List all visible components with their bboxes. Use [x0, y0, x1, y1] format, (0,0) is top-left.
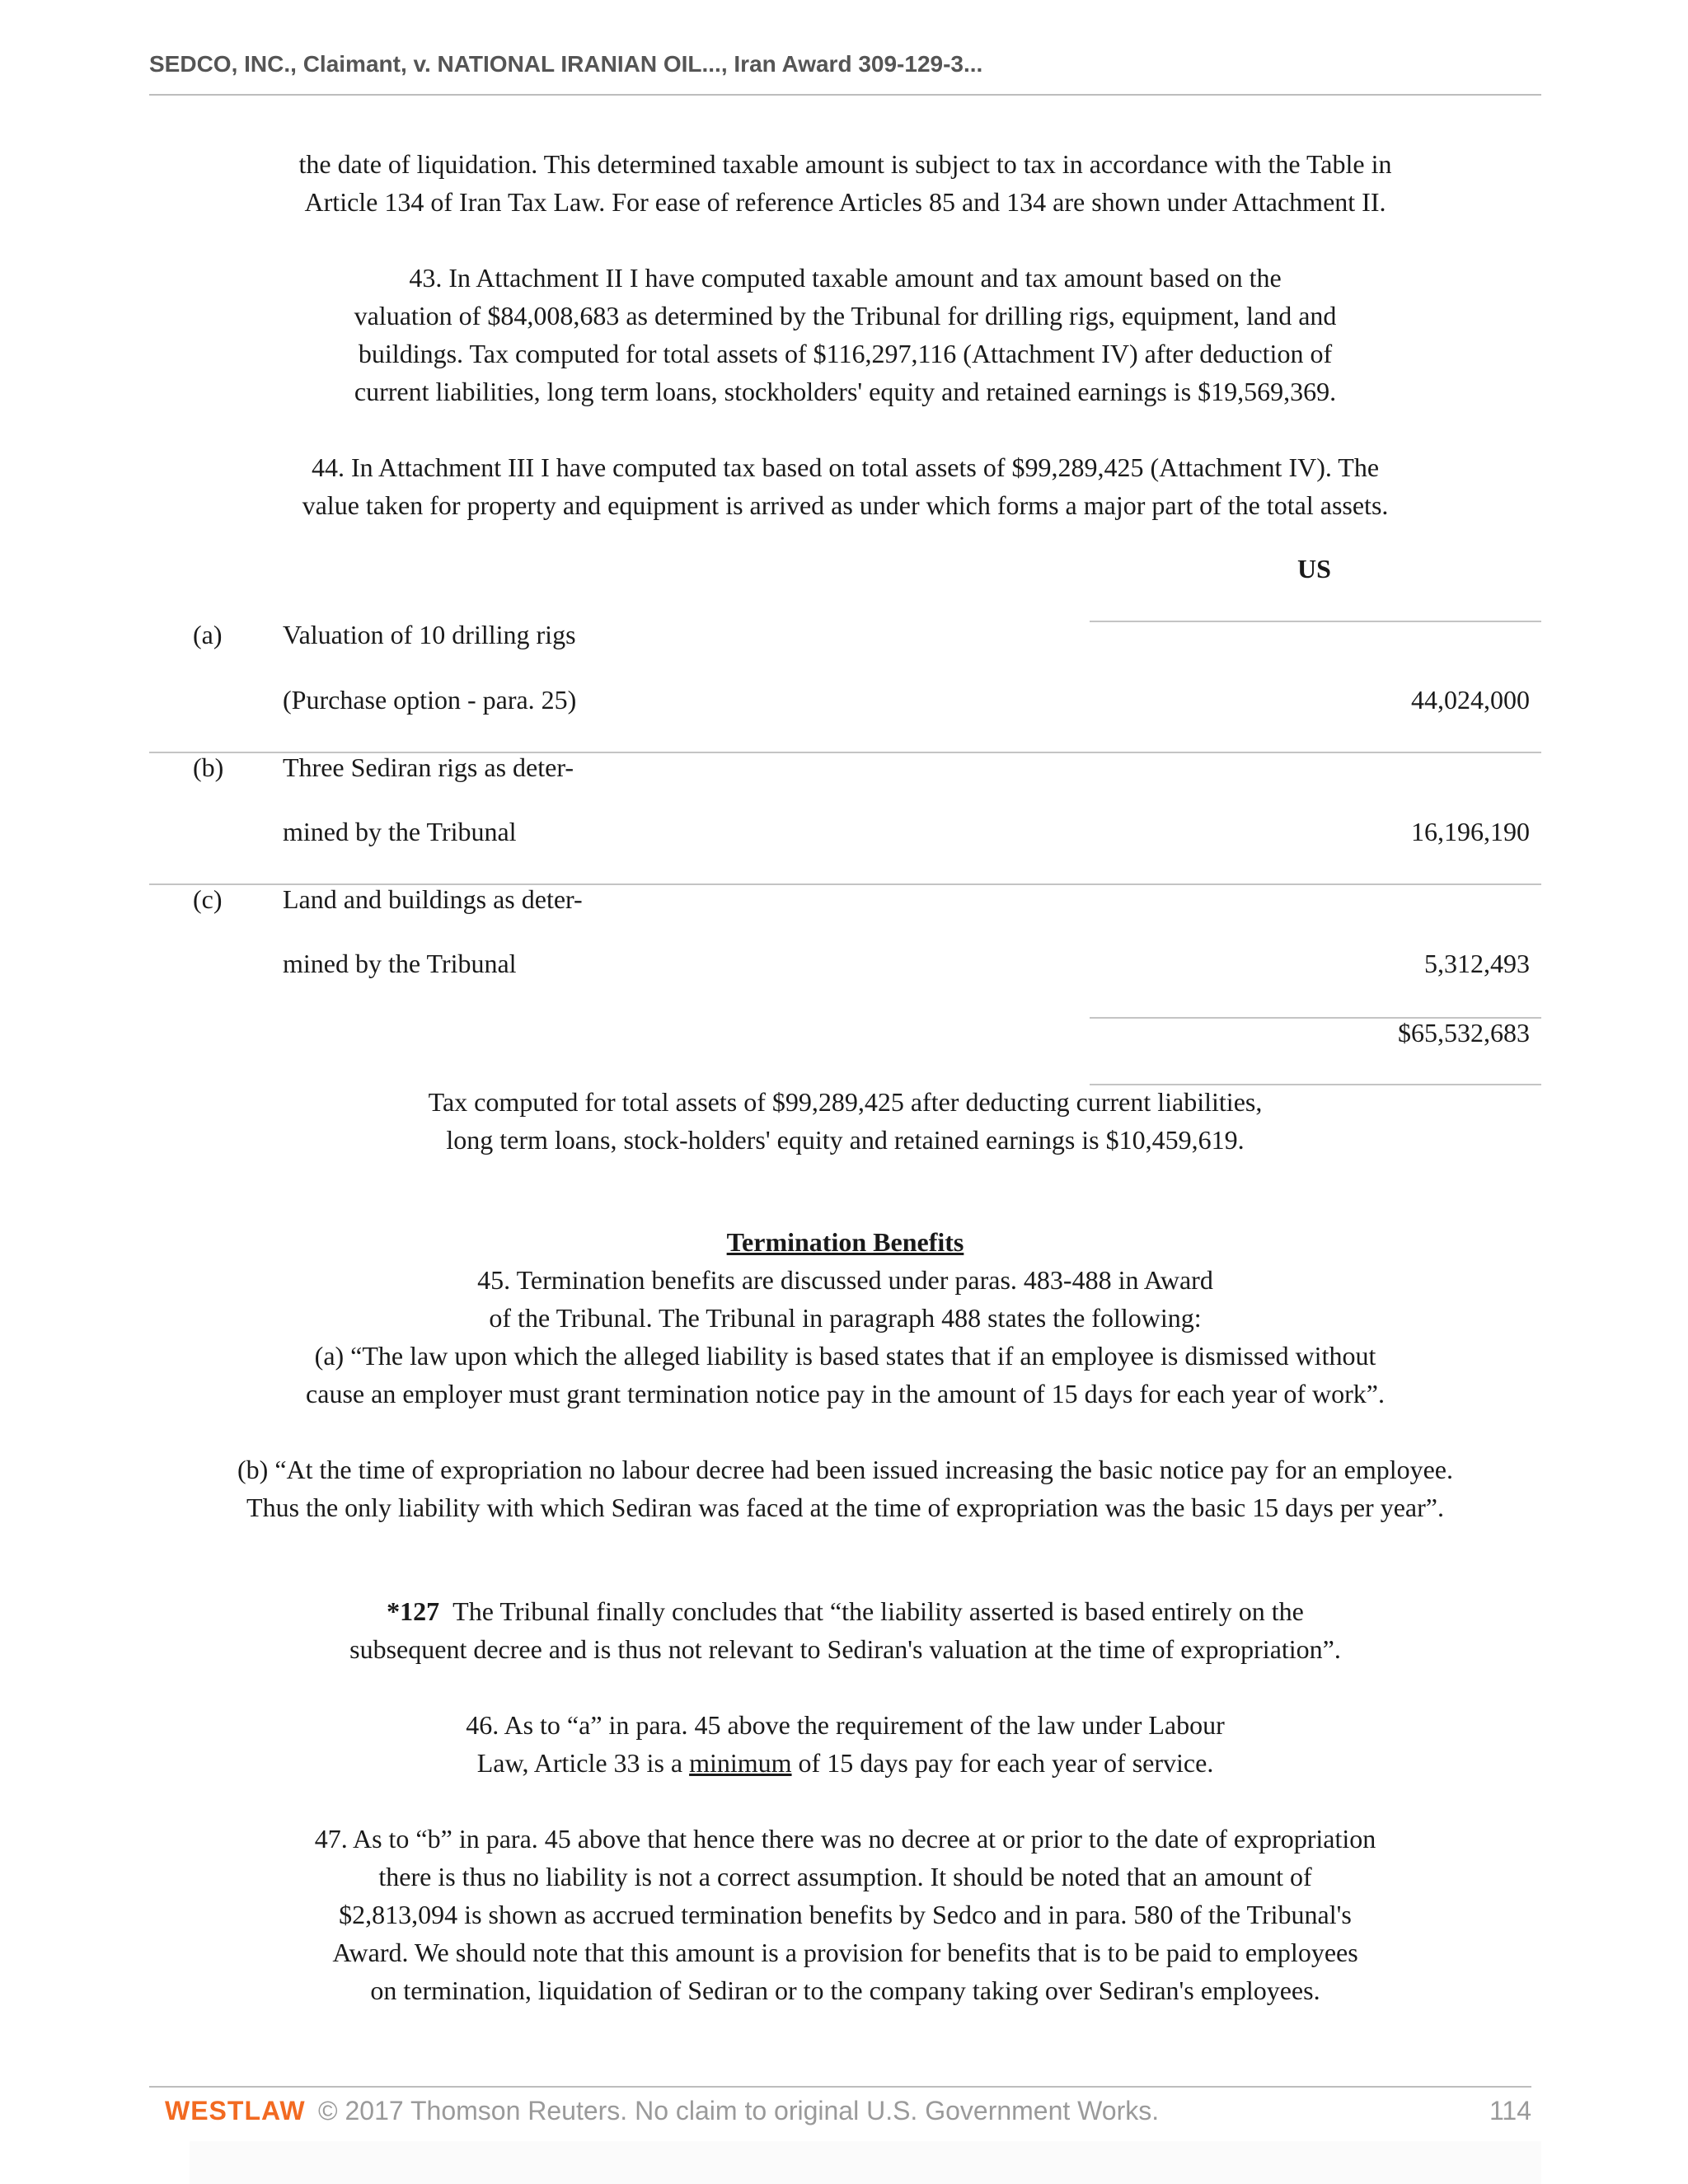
copyright-notice: © 2017 Thomson Reuters. No claim to original U.S. Government Works.: [318, 2096, 1160, 2125]
text-line: of the Tribunal. The Tribunal in paragraph 488 states the following:: [489, 1303, 1202, 1333]
text-line: Thus the only liability with which Sediran was faced at the time of expropriation was the basic 15 days per year”.: [246, 1493, 1444, 1522]
row-amount: 5,312,493: [1424, 949, 1530, 978]
text-line: value taken for property and equipment is arrived as under which forms a major part of the total assets.: [302, 490, 1389, 520]
paragraph-43: [149, 259, 1541, 410]
text-line: 43. In Attachment II I have computed taxable amount and tax amount based on the: [409, 263, 1282, 293]
row-letter: (b): [193, 752, 224, 782]
text-line: subsequent decree and is thus not relevant to Sediran's valuation at the time of expropriation”.: [349, 1634, 1341, 1664]
text-line: 46. As to “a” in para. 45 above the requirement of the law under Labour: [466, 1710, 1225, 1740]
text-line: current liabilities, long term loans, stockholders' equity and retained earnings is $19,569,369.: [354, 377, 1337, 406]
text-span: Law, Article 33 is a: [476, 1748, 690, 1778]
currency-header: US: [1297, 554, 1331, 583]
text-line: on termination, liquidation of Sediran or to the company taking over Sediran's employees.: [370, 1975, 1320, 2005]
row-description-continued: (Purchase option - para. 25): [283, 685, 577, 715]
footer-divider: [149, 2086, 1531, 2088]
text-line: 45. Termination benefits are discussed under paras. 483-488 in Award: [477, 1265, 1213, 1295]
text-line: long term loans, stock-holders' equity and retained earnings is $10,459,619.: [446, 1125, 1245, 1155]
text-line: cause an employer must grant termination notice pay in the amount of 15 days for each year of work”.: [306, 1379, 1385, 1408]
header-divider: [149, 94, 1541, 96]
row-letter: (a): [193, 620, 223, 649]
text-line: there is thus no liability is not a correct assumption. It should be noted that an amount of: [378, 1862, 1312, 1891]
page-reference: *127: [387, 1596, 440, 1626]
paragraph-127: [149, 1592, 1541, 1668]
text-span: of 15 days pay for each year of service.: [791, 1748, 1214, 1778]
text-line: buildings. Tax computed for total assets of $116,297,116 (Attachment IV) after deduction of: [358, 339, 1333, 368]
document-header-title: SEDCO, INC., Claimant, v. NATIONAL IRANIAN OIL..., Iran Award 309-129-3...: [149, 51, 983, 77]
row-description: Valuation of 10 drilling rigs: [283, 620, 576, 649]
text-line: [149, 1744, 1541, 1782]
text-line: the date of liquidation. This determined taxable amount is subject to tax in accordance with the Table in: [298, 149, 1392, 179]
text-line: [149, 1592, 1541, 1630]
text-line: $2,813,094 is shown as accrued termination benefits by Sedco and in para. 580 of the Tribunal's: [339, 1900, 1352, 1929]
underlined-word: minimum: [689, 1748, 792, 1778]
paragraph-45-b: [149, 1451, 1541, 1526]
row-description-continued: mined by the Tribunal: [283, 949, 517, 978]
paragraph-44-conclusion: [302, 1083, 1389, 1159]
row-description-continued: mined by the Tribunal: [283, 817, 517, 846]
paragraph-44: [149, 448, 1541, 524]
row-description: Three Sediran rigs as deter-: [283, 752, 574, 782]
row-amount: 16,196,190: [1411, 817, 1530, 846]
page-footer: [165, 2096, 1531, 2132]
total-amount: $65,532,683: [1398, 1018, 1530, 1047]
row-letter: (c): [193, 884, 223, 914]
text-span: The Tribunal finally concludes that “the liability asserted is based entirely on the: [452, 1596, 1304, 1626]
section-heading: Termination Benefits: [726, 1227, 964, 1257]
paragraph-46: [149, 1706, 1541, 1782]
text-line: (b) “At the time of expropriation no labour decree had been issued increasing the basic notice pay for an employee.: [237, 1455, 1453, 1484]
text-line: 44. In Attachment III I have computed tax based on total assets of $99,289,425 (Attachment IV). The: [311, 452, 1380, 482]
paragraph-47: [149, 1820, 1541, 2009]
row-description: Land and buildings as deter-: [283, 884, 583, 914]
text-line: 47. As to “b” in para. 45 above that hence there was no decree at or prior to the date of expropriation: [314, 1824, 1376, 1854]
table-rule: [1090, 621, 1541, 622]
paragraph-42-continuation: [149, 145, 1541, 221]
termination-benefits-section: [149, 1223, 1541, 1413]
text-line: valuation of $84,008,683 as determined by the Tribunal for drilling rigs, equipment, land and: [354, 301, 1337, 330]
text-line: Article 134 of Iran Tax Law. For ease of reference Articles 85 and 134 are shown under Attachment II.: [304, 187, 1386, 217]
page-number: 114: [1489, 2096, 1531, 2125]
bottom-band: [190, 2141, 1541, 2184]
text-line: Tax computed for total assets of $99,289,425 after deducting current liabilities,: [428, 1087, 1263, 1117]
text-line: (a) “The law upon which the alleged liability is based states that if an employee is dismissed without: [314, 1341, 1376, 1371]
text-line: Award. We should note that this amount is a provision for benefits that is to be paid to employees: [332, 1938, 1358, 1967]
row-amount: 44,024,000: [1411, 685, 1530, 715]
westlaw-logo: WESTLAW: [165, 2096, 306, 2125]
